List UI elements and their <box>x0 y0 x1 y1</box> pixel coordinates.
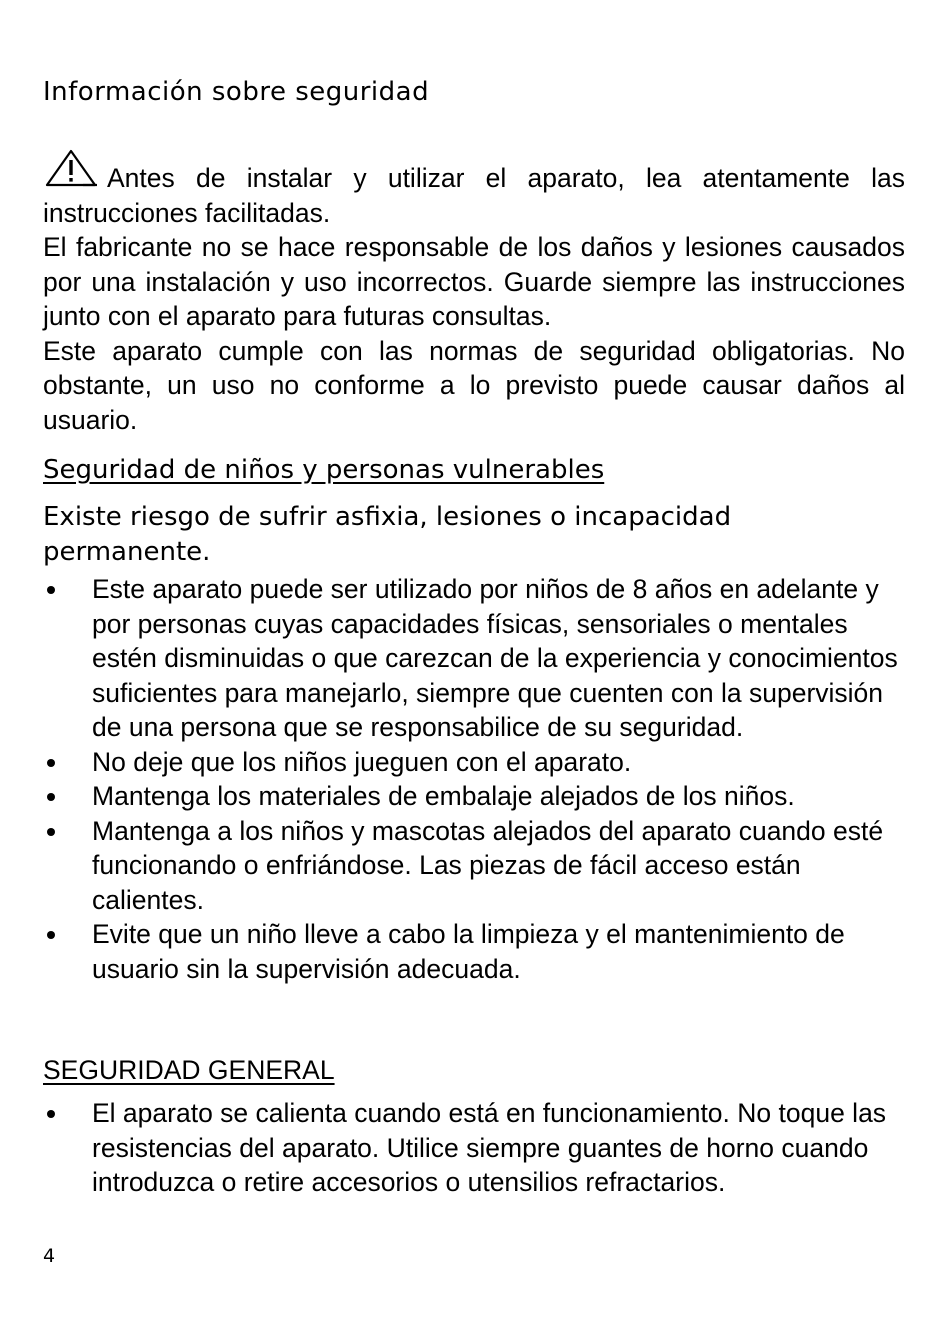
intro-paragraph-2: El fabricante no se hace responsable de los daños y lesiones causados por una instalación y uso incorrectos. Guarde siempre las instrucciones junto con el aparato para futuras consultas. <box>43 232 905 331</box>
intro-block <box>43 148 905 437</box>
bullet-icon <box>47 586 55 594</box>
children-safety-list <box>43 572 905 986</box>
list-item-text: Evite que un niño lleve a cabo la limpieza y el mantenimiento de usuario sin la supervisión adecuada. <box>92 919 845 984</box>
list-item-text: El aparato se calienta cuando está en funcionamiento. No toque las resistencias del aparato. Utilice siempre guantes de horno cuando introduzca o retire accesorios o utensilios refractarios. <box>92 1098 887 1197</box>
risk-statement: Existe riesgo de sufrir asfixia, lesiones o incapacidad permanente. <box>43 502 732 567</box>
page-number: 4 <box>43 1245 56 1267</box>
general-safety-heading: SEGURIDAD GENERAL <box>43 1055 335 1085</box>
list-item-text: Mantenga los materiales de embalaje alejados de los niños. <box>92 781 795 811</box>
intro-paragraph-1 <box>43 148 905 230</box>
list-item <box>43 779 905 814</box>
intro-paragraph-3: Este aparato cumple con las normas de seguridad obligatorias. No obstante, un uso no conforme a lo previsto puede causar daños al usuario. <box>43 335 905 435</box>
intro-text-1: Antes de instalar y utilizar el aparato, lea atentamente las instrucciones facilitadas. <box>43 163 905 228</box>
list-item <box>43 1096 905 1200</box>
list-item-text: Este aparato puede ser utilizado por niños de 8 años en adelante y por personas cuyas capacidades físicas, sensoriales o mentales estén disminuidas o que carezcan de la experiencia y conocimientos suficientes para manejarlo, siempre que cuenten con la supervisión de una persona que se responsabilice de su seguridad. <box>92 574 898 742</box>
bullet-icon <box>47 793 55 801</box>
list-item-text: No deje que los niños jueguen con el aparato. <box>92 746 632 777</box>
list-item <box>43 745 905 780</box>
bullet-icon <box>47 1110 55 1118</box>
list-item <box>43 572 905 745</box>
children-safety-heading: Seguridad de niños y personas vulnerables <box>43 455 605 485</box>
bullet-icon <box>47 828 55 836</box>
list-item-text: Mantenga a los niños y mascotas alejados del aparato cuando esté funcionando o enfriándose. Las piezas de fácil acceso están calientes. <box>92 815 884 915</box>
warning-triangle-icon <box>43 148 99 190</box>
general-safety-list <box>43 1096 905 1200</box>
page-title: Información sobre seguridad <box>43 77 430 107</box>
list-item <box>43 917 905 986</box>
bullet-icon <box>47 759 55 767</box>
list-item <box>43 814 905 918</box>
bullet-icon <box>47 931 55 939</box>
